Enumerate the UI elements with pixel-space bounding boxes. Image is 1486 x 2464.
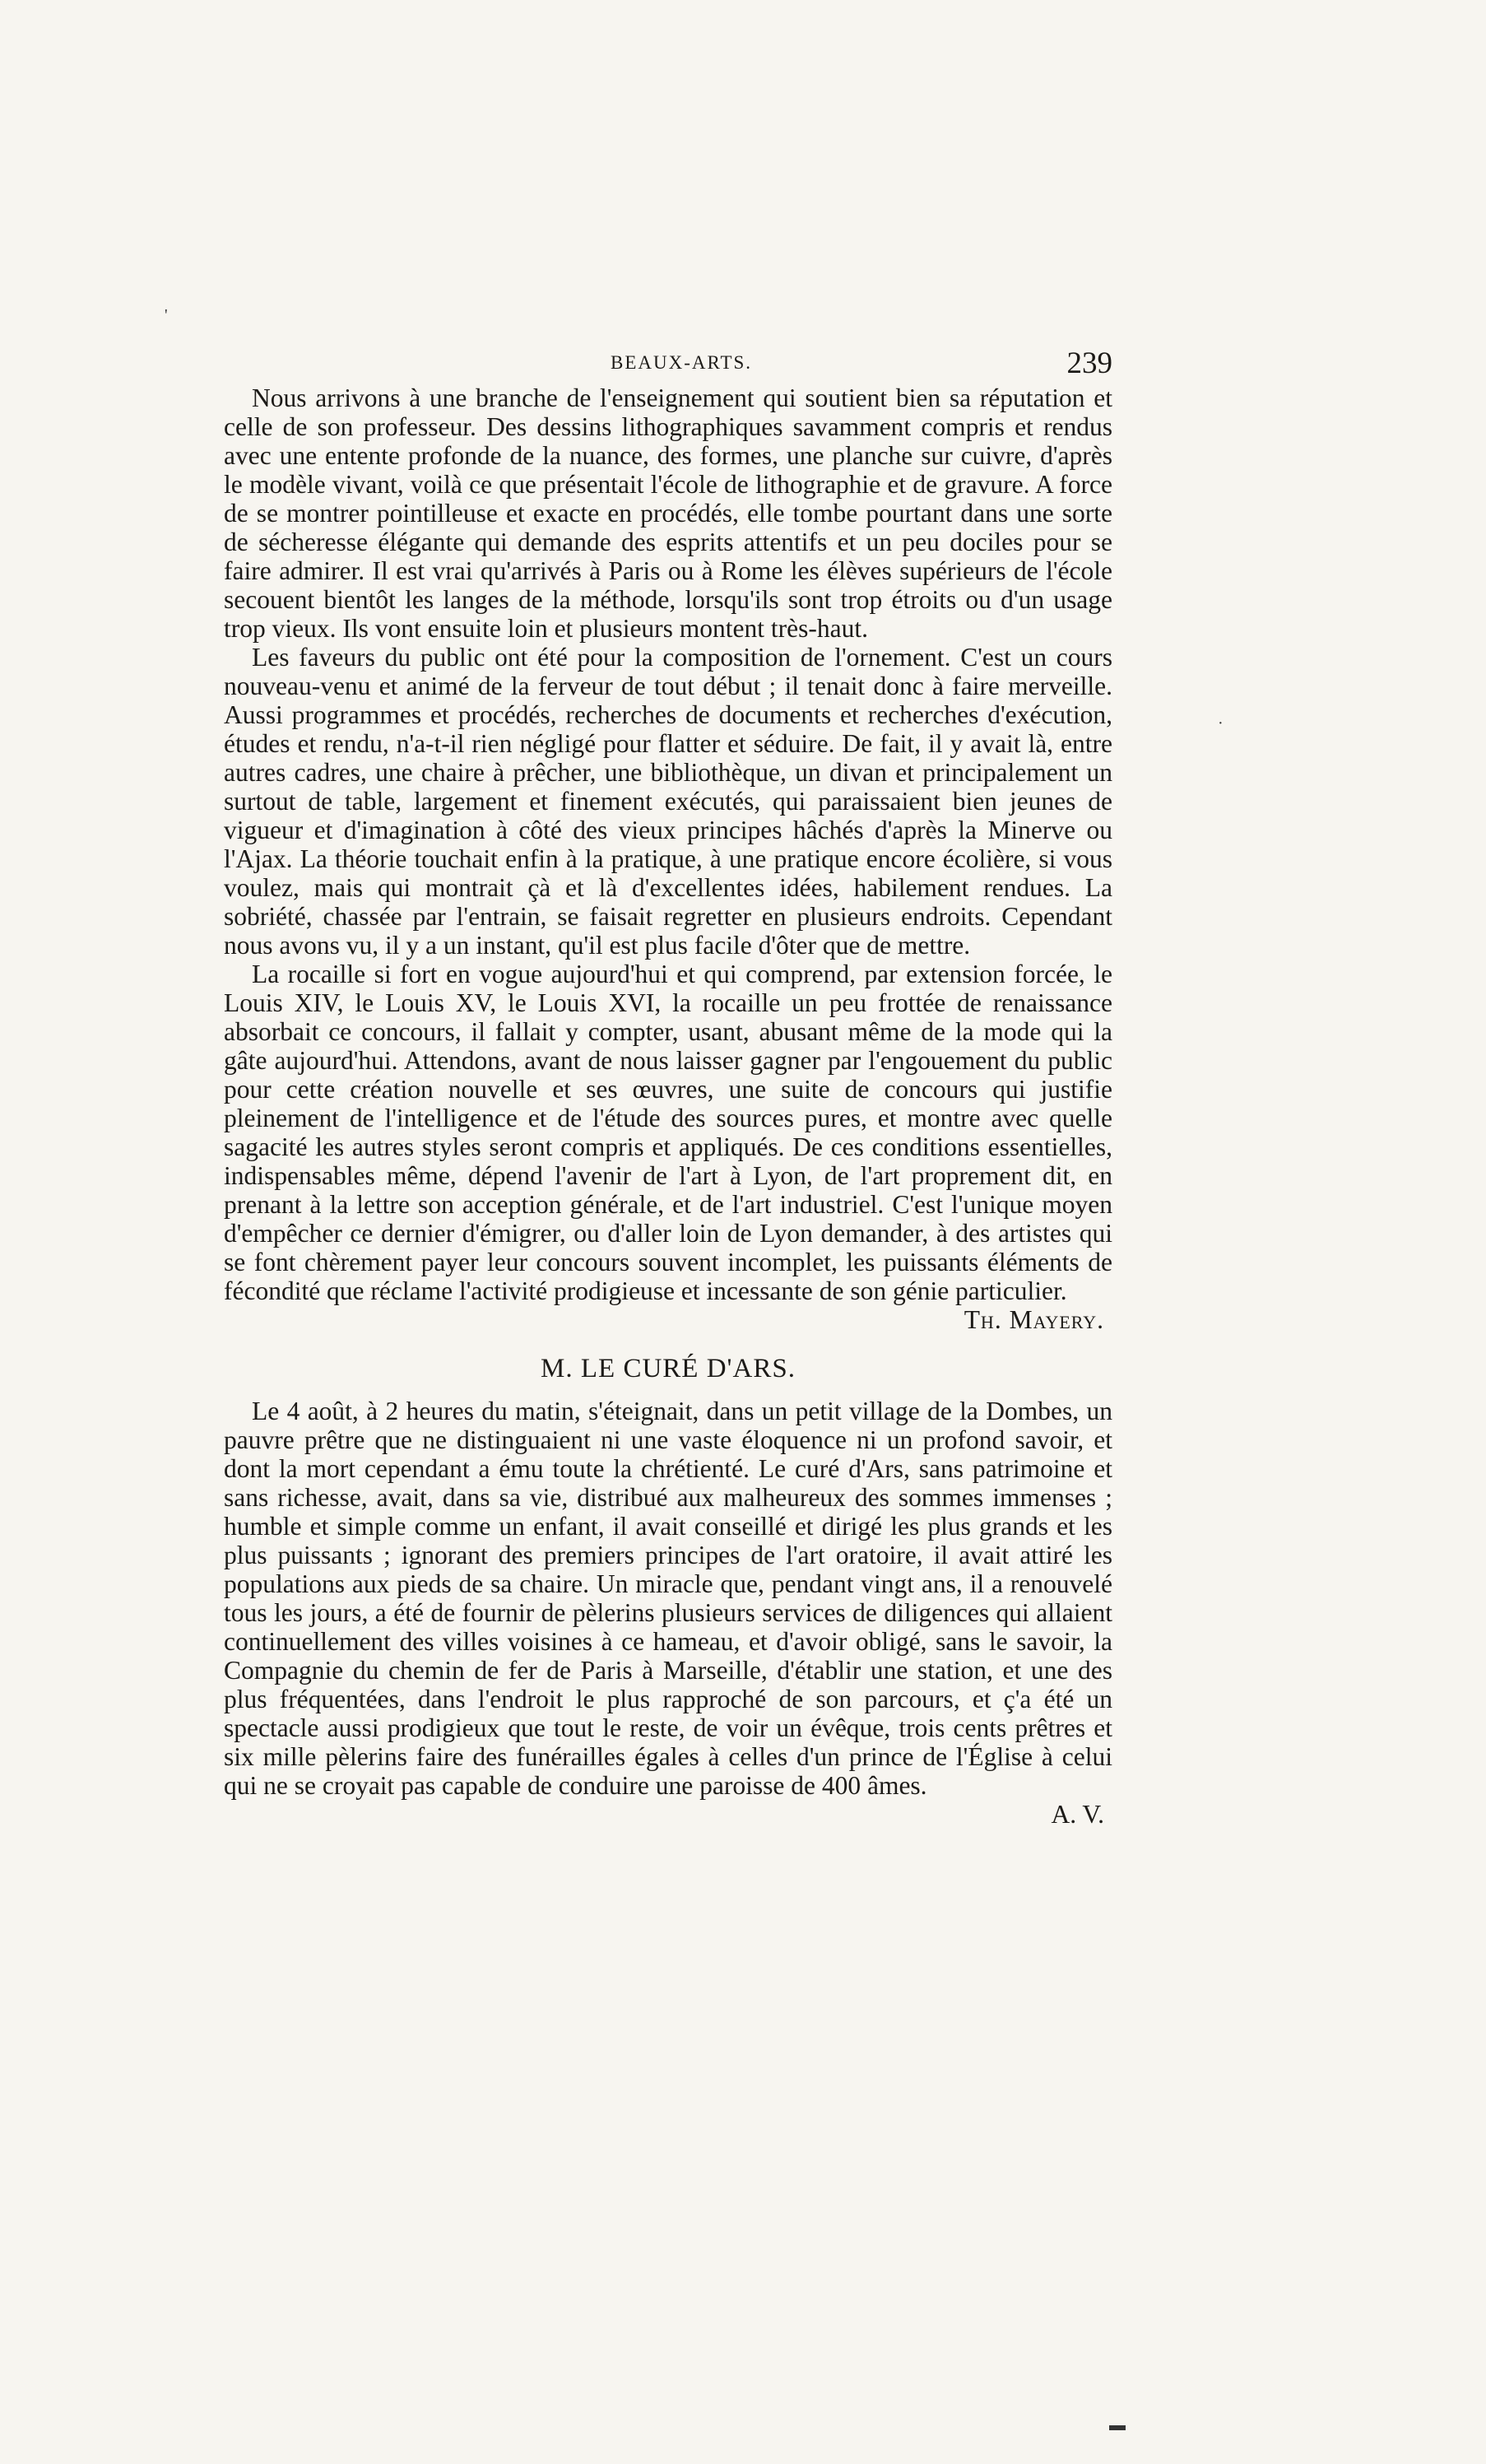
article-signature: Th. Mayery. <box>964 1305 1104 1334</box>
page-number: 239 <box>1066 346 1112 380</box>
article-paragraph-2: Les faveurs du public ont été pour la composition de l'ornement. C'est un cours nouveau-venu et animé de la ferveur de tout début ; il tenait donc à faire merveille. Aussi programmes et procédés, recherches de documents et recherches d'exécution, études et rendu, n'a-t-il rien négligé pour flatter et séduire. De fait, il y avait là, entre autres cadres, une chaire à prêcher, une bibliothèque, un divan et principalement un surtout de table, largement et finement exécutés, qui paraissaient bien jeunes de vigueur et d'imagination à côté des vieux principes hâchés d'après la Minerve ou l'Ajax. La théorie touchait enfin à la pratique, à une pratique encore écolière, si vous voulez, mais qui montrait çà et là d'excellentes idées, habilement rendues. La sobriété, chassée par l'entrain, se faisait regretter en plusieurs endroits. Cependant nous avons vu, il y a un instant, qu'il est plus facile d'ôter que de mettre. <box>224 643 1112 960</box>
speck-mark: ▬ <box>1109 2416 1126 2434</box>
speck-mark: ' <box>165 306 168 324</box>
section-title: M. LE CURÉ D'ARS. <box>541 1354 796 1383</box>
obituary-paragraph: Le 4 août, à 2 heures du matin, s'éteignait, dans un petit village de la Dombes, un pauvre prêtre que ne distinguaient ni une vaste éloquence ni un profond savoir, et dont la mort cependant a ému toute la chrétienté. Le curé d'Ars, sans patrimoine et sans richesse, avait, dans sa vie, distribué aux malheureux des sommes immenses ; humble et simple comme un enfant, il avait conseillé et dirigé les plus grands et les plus puissants ; ignorant des premiers principes de l'art oratoire, il avait attiré les populations aux pieds de sa chaire. Un miracle que, pendant vingt ans, il a renouvelé tous les jours, a été de fournir de pèlerins plusieurs services de diligences qui allaient continuellement des villes voisines à ce hameau, et d'avoir obligé, sans le savoir, la Compagnie du chemin de fer de Paris à Marseille, d'établir une station, et une des plus fréquentées, dans l'endroit le plus rapproché de son parcours, et ç'a été un spectacle aussi prodigieux que tout le reste, de voir un évêque, trois cents prêtres et six mille pèlerins faire des funérailles égales à celles d'un prince de l'Église à celui qui ne se croyait pas capable de conduire une paroisse de 400 âmes. <box>224 1397 1112 1800</box>
obituary-signature: A. V. <box>1051 1800 1104 1829</box>
body-text <box>224 384 1112 1829</box>
article-paragraph-1: Nous arrivons à une branche de l'enseignement qui soutient bien sa réputation et celle de son professeur. Des dessins lithographiques savamment compris et rendus avec une entente profonde de la nuance, des formes, une planche sur cuivre, d'après le modèle vivant, voilà ce que présentait l'école de lithographie et de gravure. A force de se montrer pointilleuse et exacte en procédés, elle tombe pourtant dans une sorte de sécheresse élégante qui demande des esprits attentifs et un peu dociles pour se faire admirer. Il est vrai qu'arrivés à Paris ou à Rome les élèves supérieurs de l'école secouent bientôt les langes de la méthode, lorsqu'ils sont trop étroits ou d'un usage trop vieux. Ils vont ensuite loin et plusieurs montent très-haut. <box>224 384 1112 643</box>
running-head: BEAUX-ARTS. <box>611 352 753 373</box>
speck-mark: · <box>1218 714 1224 732</box>
article-paragraph-3: La rocaille si fort en vogue aujourd'hui et qui comprend, par extension forcée, le Louis XIV, le Louis XV, le Louis XVI, la rocaille un peu frottée de renaissance absorbait ce concours, il fallait y compter, usant, abusant même de la mode qui la gâte aujourd'hui. Attendons, avant de nous laisser gagner par l'engouement du public pour cette création nouvelle et ses œuvres, une suite de concours qui justifie pleinement de l'intelligence et de l'étude des sources pures, et montre avec quelle sagacité les autres styles seront compris et appliqués. De ces conditions essentielles, indispensables même, dépend l'avenir de l'art à Lyon, de l'art proprement dit, en prenant à la lettre son acception générale, et de l'art industriel. C'est l'unique moyen d'empêcher ce dernier d'émigrer, ou d'aller loin de Lyon demander, à des artistes qui se font chèrement payer leur concours souvent incomplet, les puissants éléments de fécondité que réclame l'activité prodigieuse et incessante de son génie particulier. <box>224 960 1112 1305</box>
page-header <box>224 346 1112 387</box>
